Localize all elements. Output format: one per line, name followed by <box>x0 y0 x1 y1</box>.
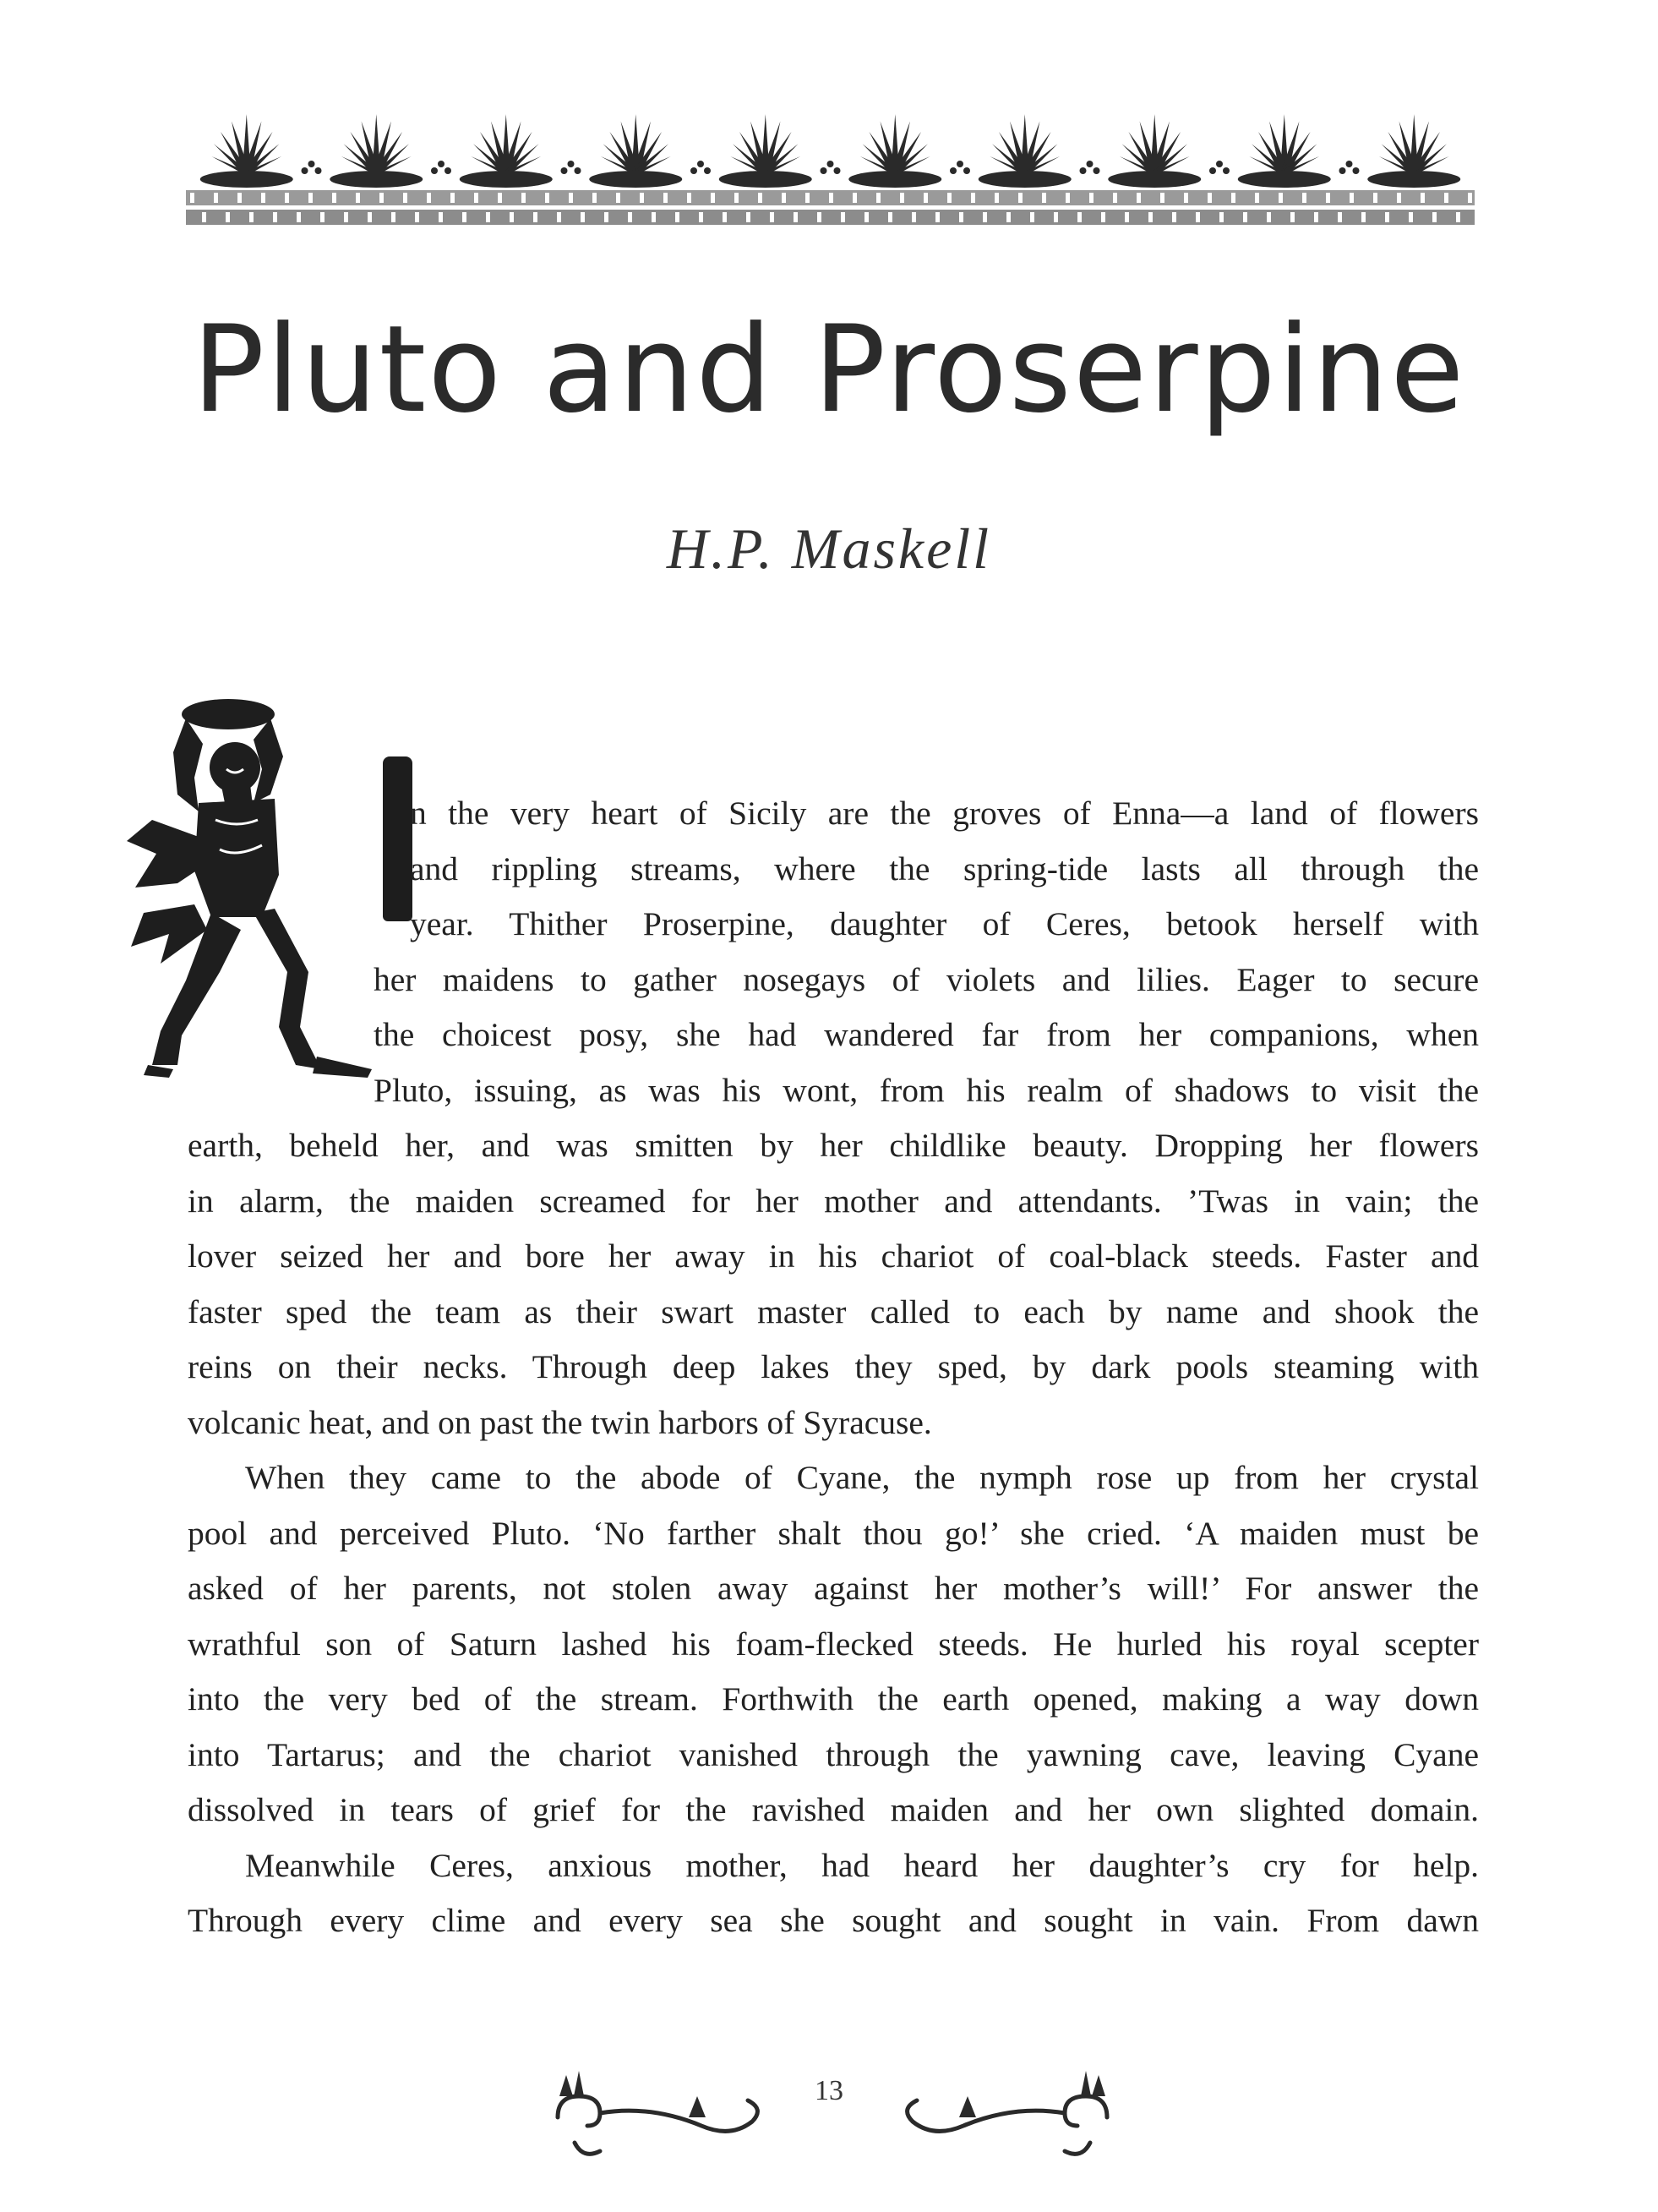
frieze-dot <box>834 167 841 174</box>
frieze-band-notch <box>1279 193 1283 203</box>
text-line: asked of her parents, not stolen away against her mother’s will!’ For answer the <box>188 1570 1479 1607</box>
frieze-dot <box>1209 167 1216 174</box>
frieze-dot <box>568 161 575 167</box>
frieze-dot <box>308 161 315 167</box>
frieze-band-notch <box>237 193 242 203</box>
frieze-band-notch <box>1373 193 1377 203</box>
frieze-dot <box>315 167 322 174</box>
frieze-dot <box>431 167 438 174</box>
frieze-band-notch <box>935 212 940 222</box>
text-line: the choicest posy, she had wandered far from her companions, when <box>374 1016 1479 1053</box>
frieze-band-notch <box>344 212 348 222</box>
frieze-band-notch <box>450 193 455 203</box>
frieze-band-notch <box>1421 193 1425 203</box>
frieze-band-notch <box>1444 193 1448 203</box>
frieze-band-notch <box>1385 212 1389 222</box>
frieze-band-notch <box>1054 212 1058 222</box>
frieze-band-notch <box>1432 212 1437 222</box>
palmette-base <box>589 171 682 188</box>
frieze-band-notch <box>1219 212 1224 222</box>
frieze-band-notch <box>758 193 762 203</box>
frieze-band-notch <box>864 212 869 222</box>
frieze-band-notch <box>1125 212 1129 222</box>
frieze-band-notch <box>983 212 987 222</box>
frieze-dot <box>1216 161 1223 167</box>
frieze-band-notch <box>1243 212 1247 222</box>
frieze-band-notch <box>1077 212 1082 222</box>
frieze-band-notch <box>415 212 419 222</box>
frieze-band-notch <box>581 212 585 222</box>
frieze-band-notch <box>805 193 810 203</box>
text-line: into Tartarus; and the chariot vanished through the yawning cave, leaving Cyane <box>188 1735 1479 1773</box>
frieze-dot <box>1087 161 1094 167</box>
text-line: year. Thither Proserpine, daughter of Ceres, betook herself with <box>410 905 1479 942</box>
palmette-base <box>979 171 1072 188</box>
frieze-dot <box>561 167 568 174</box>
frieze-band-notch <box>261 193 265 203</box>
frieze-band-notch <box>190 193 194 203</box>
frieze-band-notch <box>1018 193 1023 203</box>
story-text <box>188 786 1479 1949</box>
frieze-band-notch <box>474 193 478 203</box>
frieze-dot <box>438 161 444 167</box>
frieze-band-notch <box>652 212 656 222</box>
text-line: earth, beheld her, and was smitten by her childlike beauty. Dropping her flowers <box>188 1127 1479 1164</box>
frieze-dot <box>302 167 308 174</box>
frieze-band-notch <box>1231 193 1235 203</box>
frieze-band-notch <box>498 193 502 203</box>
frieze-dot <box>704 167 711 174</box>
frieze-band-notch <box>1006 212 1011 222</box>
frieze-band-notch <box>746 212 750 222</box>
frieze-band-notch <box>817 212 821 222</box>
frieze-band-notch <box>1066 193 1070 203</box>
palmette-base <box>460 171 553 188</box>
frieze-band-notch <box>308 193 313 203</box>
frieze-band-notch <box>912 212 916 222</box>
frieze-band-notch <box>734 193 739 203</box>
frieze-band-notch <box>379 193 384 203</box>
frieze-band-notch <box>971 193 975 203</box>
frieze-dot <box>575 167 581 174</box>
palmette-base <box>848 171 941 188</box>
text-line: Pluto, issuing, as was his wont, from his realm of shadows to visit the <box>374 1071 1479 1109</box>
frieze-band-notch <box>1172 212 1176 222</box>
frieze-band-notch <box>1184 193 1188 203</box>
frieze-band-notch <box>1468 193 1472 203</box>
frieze-band-notch <box>557 212 561 222</box>
text-line: and rippling streams, where the spring-tide lasts all through the <box>410 849 1479 888</box>
frieze-band-notch <box>1196 212 1200 222</box>
frieze-band-notch <box>1148 212 1153 222</box>
text-line: Through every clime and every sea she sought and sought in vain. From dawn <box>188 1902 1479 1939</box>
frieze-band-notch <box>403 193 407 203</box>
frieze-band-notch <box>1302 193 1306 203</box>
frieze-band-notch <box>1314 212 1318 222</box>
frieze-dot <box>444 167 451 174</box>
palmette-frieze-icon <box>182 76 1479 270</box>
frieze-band-notch <box>356 193 360 203</box>
frieze-band-notch <box>675 212 679 222</box>
frieze-band-notch <box>332 193 336 203</box>
frieze-band-notch <box>391 212 395 222</box>
frieze-band-notch <box>1208 193 1212 203</box>
frieze-band-notch <box>995 193 999 203</box>
frieze-band-notch <box>947 193 952 203</box>
frieze-band-notch <box>1089 193 1094 203</box>
frieze-band-notch <box>876 193 881 203</box>
frieze-dot <box>957 161 963 167</box>
frieze-band-notch <box>1113 193 1117 203</box>
frieze-band-notch <box>545 193 549 203</box>
frieze-band-notch <box>569 193 573 203</box>
frieze-dot <box>827 161 834 167</box>
frieze-dot <box>1346 161 1353 167</box>
frieze-band-notch <box>1160 193 1164 203</box>
frieze-dot <box>1339 167 1346 174</box>
text-line: volcanic heat, and on past the twin harbors of Syracuse. <box>188 1403 932 1441</box>
frieze-band-notch <box>1255 193 1259 203</box>
frieze-band-notch <box>1361 212 1366 222</box>
frieze-band-notch <box>202 212 206 222</box>
frieze-band-notch <box>1137 193 1141 203</box>
frieze-dot <box>1080 167 1087 174</box>
text-line: Meanwhile Ceres, anxious mother, had heard her daughter’s cry for help. <box>245 1846 1479 1884</box>
text-line: faster sped the team as their swart master called to each by name and shook the <box>188 1292 1479 1330</box>
frieze-band-notch <box>249 212 254 222</box>
frieze-band-notch <box>226 212 230 222</box>
frieze-band-notch <box>782 193 786 203</box>
page-title: Pluto and Proserpine <box>192 300 1466 440</box>
frieze-band-notch <box>1030 212 1034 222</box>
text-line: wrathful son of Saturn lashed his foam-flecked steeds. He hurled his royal scepter <box>188 1625 1479 1663</box>
frieze-band-notch <box>687 193 691 203</box>
frieze-band-notch <box>628 212 632 222</box>
frieze-band-notch <box>427 193 431 203</box>
frieze-band-notch <box>1397 193 1401 203</box>
frieze-band-notch <box>320 212 325 222</box>
palmette-base <box>1238 171 1331 188</box>
frieze-band-notch <box>1101 212 1105 222</box>
author-name: H.P. Maskell <box>666 516 992 581</box>
frieze-band-notch <box>1267 212 1271 222</box>
frieze-band-notch <box>699 212 703 222</box>
frieze-dot <box>690 167 697 174</box>
frieze-dot <box>697 161 704 167</box>
frieze-dot <box>1094 167 1100 174</box>
frieze-band-notch <box>924 193 928 203</box>
frieze-band-notch <box>273 212 277 222</box>
text-line: pool and perceived Pluto. ‘No farther shalt thou go!’ she cried. ‘A maiden must be <box>188 1514 1479 1552</box>
frieze-band-notch <box>711 193 715 203</box>
frieze-band-notch <box>616 193 620 203</box>
frieze-band-notch <box>368 212 372 222</box>
frieze-band-notch <box>853 193 857 203</box>
text-line: reins on their necks. Through deep lakes they sped, by dark pools steaming with <box>188 1348 1479 1385</box>
text-line: her maidens to gather nosegays of violets and lilies. Eager to secure <box>374 960 1479 998</box>
frieze-band-notch <box>1409 212 1413 222</box>
frieze-band-notch <box>663 193 668 203</box>
palmette-base <box>200 171 293 188</box>
text-line: lover seized her and bore her away in his chariot of coal-black steeds. Faster and <box>188 1237 1479 1275</box>
frieze-band-notch <box>510 212 514 222</box>
frieze-band-notch <box>888 212 892 222</box>
frieze-band-notch <box>1350 193 1354 203</box>
frieze-band-notch <box>959 212 963 222</box>
text-line: in alarm, the maiden screamed for her mother and attendants. ’Twas in vain; the <box>188 1182 1479 1220</box>
frieze-band-notch <box>841 212 845 222</box>
frieze-band-notch <box>640 193 644 203</box>
text-line: When they came to the abode of Cyane, the nymph rose up from her crystal <box>245 1459 1479 1496</box>
palmette-base <box>1108 171 1201 188</box>
frieze-band-notch <box>592 193 597 203</box>
text-line: into the very bed of the stream. Forthwith the earth opened, making a way down <box>188 1680 1479 1718</box>
palmette-base <box>1367 171 1460 188</box>
frieze-band-notch <box>794 212 798 222</box>
frieze-band-notch <box>1326 193 1330 203</box>
frieze-band-notch <box>1338 212 1342 222</box>
frieze-band-notch <box>486 212 490 222</box>
frieze-band-notch <box>829 193 833 203</box>
frieze-band-notch <box>521 193 526 203</box>
text-line: n the very heart of Sicily are the groves of Enna—a land of flowers <box>410 795 1479 832</box>
frieze-band-notch <box>770 212 774 222</box>
frieze-band-notch <box>604 212 608 222</box>
frieze-dot <box>821 167 827 174</box>
frieze-dot <box>1353 167 1360 174</box>
frieze-band-notch <box>900 193 904 203</box>
page-number: 13 <box>815 2075 843 2106</box>
frieze-band-notch <box>723 212 727 222</box>
frieze-band-notch <box>1456 212 1460 222</box>
frieze-band-notch <box>285 193 289 203</box>
palmette-base <box>719 171 812 188</box>
frieze-band-notch <box>214 193 218 203</box>
frieze-band-notch <box>297 212 301 222</box>
frieze-band-notch <box>462 212 466 222</box>
text-line: dissolved in tears of grief for the ravished maiden and her own slighted domain. <box>188 1791 1479 1828</box>
frieze-band-notch <box>533 212 537 222</box>
frieze-band-notch <box>1290 212 1295 222</box>
frieze-band-notch <box>1042 193 1046 203</box>
frieze-dot <box>950 167 957 174</box>
frieze-dot <box>963 167 970 174</box>
palmette-base <box>330 171 423 188</box>
frieze-dot <box>1223 167 1230 174</box>
frieze-band-notch <box>439 212 443 222</box>
